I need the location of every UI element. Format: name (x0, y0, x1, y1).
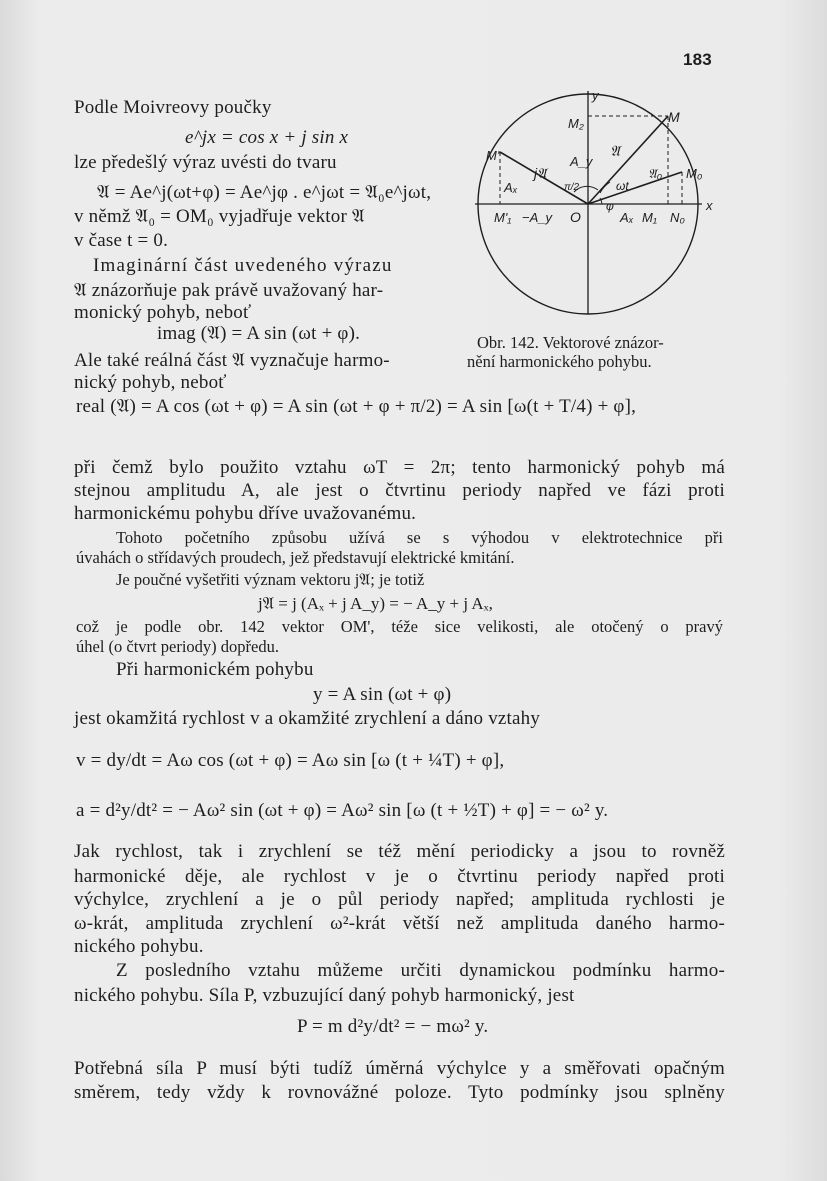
label-A-vector: 𝔄 (610, 143, 620, 160)
figure-caption: nění harmonického pohybu. (467, 352, 652, 371)
label-phi: φ (606, 199, 614, 213)
text-line: Jak rychlost, tak i zrychlení se též mění periodicky a jsou to rovněž (74, 841, 725, 862)
text-line: v němž 𝔄₀ = OM₀ vyjadřuje vektor 𝔄 (74, 206, 365, 227)
figure-phasor-diagram (470, 86, 720, 316)
label-Ax-left: Aₓ (504, 180, 518, 195)
label-N0: N₀ (670, 210, 685, 225)
text-line: monický pohyb, neboť (74, 302, 252, 323)
formula-acceleration: a = d²y/dt² = − Aω² sin (ωt + φ) = Aω² sin [ω (t + ½T) + φ] = − ω² y. (76, 800, 609, 821)
text-line: Ale také reálná část 𝔄 vyznačuje harmo- (74, 350, 390, 371)
label-M1-prime: M'₁ (494, 210, 512, 225)
small-text-line: Tohoto početního způsobu užívá se s výhodou v elektrotechnice při (116, 528, 723, 547)
label-Ay: A_y (570, 154, 593, 169)
formula-vector: 𝔄 = Ae^j(ωt+φ) = Ae^jφ . e^jωt = 𝔄₀e^jωt, (97, 182, 432, 203)
text-line: Podle Moivreovy poučky (74, 97, 272, 118)
small-text-line: Je poučné vyšetřiti význam vektoru j𝔄; je totiž (116, 570, 425, 589)
figure-caption: Obr. 142. Vektorové znázor- (477, 333, 664, 352)
label-M2: M₂ (568, 116, 584, 131)
label-M1: M₁ (642, 210, 657, 225)
label-omega-t: ωt (616, 179, 629, 193)
label-y-axis: y (592, 88, 599, 103)
text-line: při čemž bylo použito vztahu ωT = 2π; tento harmonický pohyb má (74, 457, 725, 478)
text-line: lze předešlý výraz uvésti do tvaru (74, 152, 337, 173)
text-line: stejnou amplitudu A, ale jest o čtvrtinu periody napřed ve fázi proti (74, 480, 725, 501)
text-line: nického pohybu. Síla P, vzbuzující daný pohyb harmonický, jest (74, 985, 575, 1006)
formula-velocity: v = dy/dt = Aω cos (ωt + φ) = Aω sin [ω (t + ¼T) + φ], (76, 750, 505, 771)
label-M0: M₀ (686, 166, 703, 181)
label-x-axis: x (706, 198, 713, 213)
label-A0-vector: 𝔄₀ (648, 166, 663, 181)
text-line: Z posledního vztahu můžeme určiti dynamickou podmínku harmo- (116, 960, 725, 981)
formula-force: P = m d²y/dt² = − mω² y. (297, 1016, 489, 1037)
formula-jA: j𝔄 = j (Aₓ + j A_y) = − A_y + j Aₓ, (258, 594, 493, 613)
label-O: O (570, 209, 581, 225)
label-Ax: Aₓ (620, 210, 634, 225)
text-line: nický pohyb, neboť (74, 372, 227, 393)
text-line: směrem, tedy vždy k rovnovážné poloze. Tyto podmínky jsou splněny (74, 1082, 725, 1103)
small-text-line: úhel (o čtvrt periody) dopředu. (76, 637, 279, 656)
small-text-line: úvahách o střídavých proudech, jež představují elektrické kmitání. (76, 548, 515, 567)
text-line: harmonickému pohybu dříve uvažovanému. (74, 503, 417, 524)
text-line: výchylce, zrychlení a je o půl periody napřed; amplituda rychlosti je (74, 889, 725, 910)
text-line: Imaginární část uvedeného výrazu (93, 255, 393, 276)
page-number: 183 (683, 50, 712, 69)
text-line: ω-krát, amplituda zrychlení ω²-krát větší než amplituda daného harmo- (74, 913, 725, 934)
formula-y: y = A sin (ωt + φ) (313, 684, 452, 705)
text-line: v čase t = 0. (74, 230, 169, 251)
formula-imag: imag (𝔄) = A sin (ωt + φ). (157, 323, 361, 344)
label-minus-Ay: −A_y (522, 210, 552, 225)
text-line: jest okamžitá rychlost v a okamžité zrychlení a dáno vztahy (74, 708, 541, 729)
text-line: nického pohybu. (74, 936, 204, 957)
text-line: harmonické děje, ale rychlost v je o čtvrtinu periody napřed proti (74, 866, 725, 887)
formula-real-text: real (𝔄) = A cos (ωt + φ) = A sin (ωt + φ + π/2) = A sin [ω(t + T/4) + φ], (76, 396, 637, 417)
formula-real (76, 396, 636, 418)
label-jA-vector: j𝔄 (534, 165, 547, 181)
text-line: Při harmonickém pohybu (116, 659, 314, 680)
formula-moivre: e^jx = cos x + j sin x (185, 127, 349, 148)
small-text-line: což je podle obr. 142 vektor OM', téže sice velikosti, ale otočený o pravý (76, 617, 723, 636)
label-half-pi: π/2 (564, 182, 580, 193)
label-M: M (668, 109, 680, 125)
text-line: Potřebná síla P musí býti tudíž úměrná výchylce y a směřovati opačným (74, 1058, 725, 1079)
text-line: 𝔄 znázorňuje pak právě uvažovaný har- (74, 280, 384, 301)
label-M-prime: M' (486, 148, 500, 163)
